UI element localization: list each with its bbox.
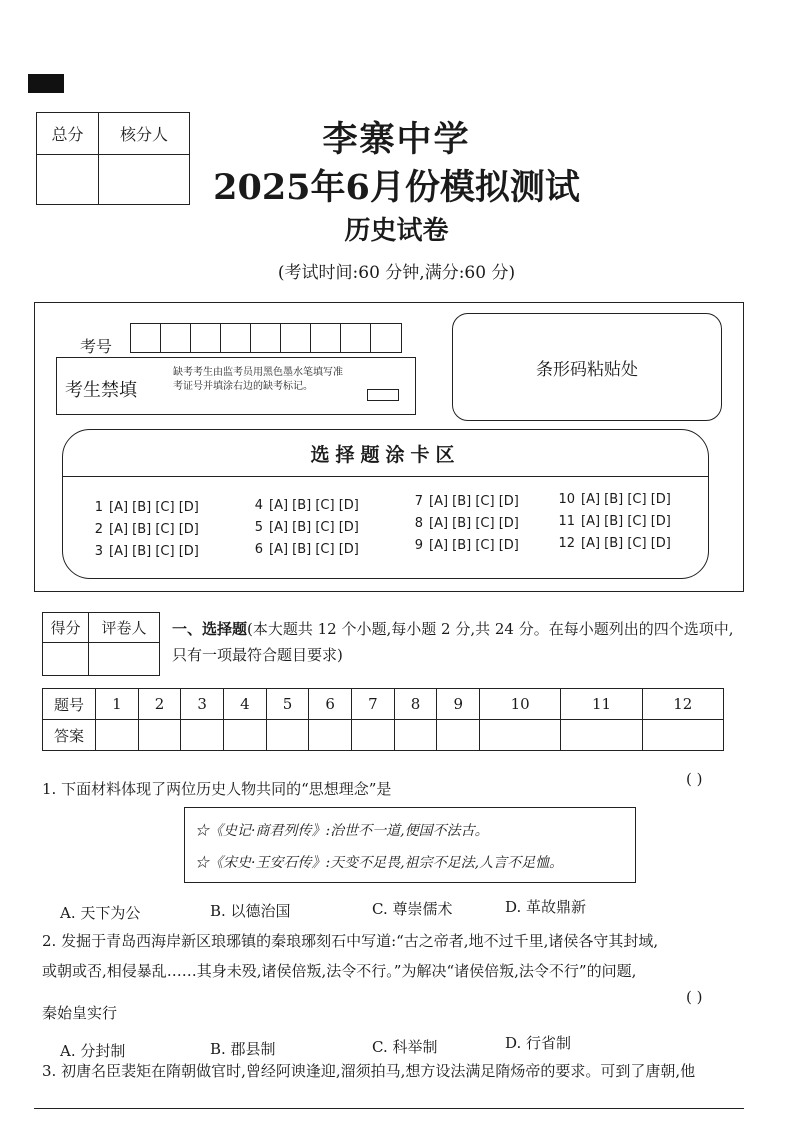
answer-cell[interactable] — [352, 720, 395, 751]
exam-number-label: 考号 — [80, 337, 113, 356]
answer-cell[interactable] — [181, 720, 224, 751]
answer-cell[interactable] — [642, 720, 723, 751]
mc-item[interactable]: 5 [A] [B] [C] [D] — [254, 520, 359, 535]
question-number: 11 — [561, 689, 642, 720]
question-number: 10 — [480, 689, 561, 720]
exam-number-grid[interactable] — [130, 323, 402, 353]
black-tab-marker — [28, 74, 64, 93]
school-title: 李寨中学 — [322, 119, 471, 160]
exam-number-cell[interactable] — [191, 324, 221, 352]
exam-number-cell[interactable] — [281, 324, 311, 352]
total-score-label: 总分 — [37, 113, 99, 155]
mc-item[interactable]: 7 [A] [B] [C] [D] — [414, 494, 519, 509]
answer-cell[interactable] — [394, 720, 437, 751]
exam-number-cell[interactable] — [341, 324, 371, 352]
answer-cell[interactable] — [561, 720, 642, 751]
answer-cell[interactable] — [224, 720, 267, 751]
grader-box — [42, 612, 160, 676]
answer-label: 答案 — [43, 720, 96, 751]
q1-option-b[interactable]: B. 以德治国 — [210, 902, 291, 920]
exam-number-cell[interactable] — [221, 324, 251, 352]
mc-item[interactable]: 8 [A] [B] [C] [D] — [414, 516, 519, 531]
question-3-line-1: 3. 初唐名臣裴矩在隋朝做官时,曾经阿谀逢迎,溜须拍马,想方设法满足隋炀帝的要求。可到了唐朝,他 — [42, 1062, 696, 1080]
mc-divider — [63, 476, 708, 477]
page-bottom-border — [34, 1108, 744, 1109]
answer-cell[interactable] — [96, 720, 139, 751]
subject-title: 历史试卷 — [344, 216, 449, 246]
exam-number-cell[interactable] — [371, 324, 401, 352]
question-number: 7 — [352, 689, 395, 720]
question-2-line-1: 2. 发掘于青岛西海岸新区琅琊镇的秦琅琊刻石中写道:“古之帝者,地不过千里,诸侯各守其封域, — [42, 932, 659, 950]
question-number: 9 — [437, 689, 480, 720]
exam-number-cell[interactable] — [311, 324, 341, 352]
question-number: 6 — [309, 689, 352, 720]
section-title: 一、选择题 — [172, 620, 248, 638]
mc-item[interactable]: 12 [A] [B] [C] [D] — [558, 536, 671, 551]
q1-option-c[interactable]: C. 尊崇儒术 — [372, 900, 453, 918]
q1-option-d[interactable]: D. 革故鼎新 — [505, 898, 587, 916]
forbid-note: 缺考考生由监考员用黑色墨水笔填写准考证号并填涂右边的缺考标记。 — [173, 367, 343, 392]
question-number: 4 — [224, 689, 267, 720]
question-number: 2 — [138, 689, 181, 720]
mc-item[interactable]: 3 [A] [B] [C] [D] — [94, 544, 199, 559]
question-number: 8 — [394, 689, 437, 720]
answer-cell[interactable] — [138, 720, 181, 751]
examinee-forbidden-box — [56, 357, 416, 415]
exam-title: 2025年6月份模拟测试 — [213, 167, 580, 208]
mc-item[interactable]: 4 [A] [B] [C] [D] — [254, 498, 359, 513]
score-cell[interactable] — [43, 643, 89, 675]
exam-time-note: (考试时间:60 分钟,满分:60 分) — [277, 263, 516, 283]
quote-line-1: ☆《史记·商君列传》:治世不一道,便国不法古。 — [195, 823, 489, 839]
question-number: 1 — [96, 689, 139, 720]
mc-item[interactable]: 6 [A] [B] [C] [D] — [254, 542, 359, 557]
question-1-quote-box — [184, 807, 636, 883]
question-number: 3 — [181, 689, 224, 720]
quote-line-2: ☆《宋史·王安石传》:天变不足畏,祖宗不足法,人言不足恤。 — [195, 855, 564, 871]
mc-area-title: 选择题涂卡区 — [310, 444, 461, 466]
answer-cell[interactable] — [480, 720, 561, 751]
answer-cell[interactable] — [266, 720, 309, 751]
question-2-answer-paren[interactable]: ( ) — [686, 988, 703, 1006]
q1-option-a[interactable]: A. 天下为公 — [60, 904, 141, 922]
q2-option-a[interactable]: A. 分封制 — [60, 1042, 126, 1060]
score-label: 得分 — [43, 613, 89, 643]
mc-item[interactable]: 1 [A] [B] [C] [D] — [94, 500, 199, 515]
question-number-row — [43, 689, 724, 720]
answer-table — [42, 688, 724, 751]
mc-item[interactable]: 9 [A] [B] [C] [D] — [414, 538, 519, 553]
q2-option-d[interactable]: D. 行省制 — [505, 1034, 572, 1052]
question-number-label: 题号 — [43, 689, 96, 720]
exam-number-cell[interactable] — [131, 324, 161, 352]
question-number: 12 — [642, 689, 723, 720]
answer-cell[interactable] — [309, 720, 352, 751]
mc-item[interactable]: 11 [A] [B] [C] [D] — [558, 514, 671, 529]
section-heading — [172, 616, 747, 668]
forbid-label: 考生禁填 — [65, 380, 137, 401]
checker-label: 核分人 — [99, 113, 189, 155]
question-1-answer-paren[interactable]: ( ) — [686, 770, 703, 788]
grader-label: 评卷人 — [89, 613, 159, 643]
question-2-line-3: 秦始皇实行 — [42, 1004, 118, 1022]
question-2-line-2: 或朝或否,相侵暴乱……其身未殁,诸侯倍叛,法令不行。”为解决“诸侯倍叛,法令不行”的问题, — [42, 962, 637, 980]
q2-option-b[interactable]: B. 郡县制 — [210, 1040, 276, 1058]
question-number: 5 — [266, 689, 309, 720]
barcode-area: 条形码粘贴处 — [452, 313, 722, 421]
q2-option-c[interactable]: C. 科举制 — [372, 1038, 438, 1056]
mc-item[interactable]: 2 [A] [B] [C] [D] — [94, 522, 199, 537]
multiple-choice-area — [62, 429, 709, 579]
answer-cell[interactable] — [437, 720, 480, 751]
absent-mark-box[interactable] — [367, 389, 399, 401]
answer-row — [43, 720, 724, 751]
exam-number-cell[interactable] — [161, 324, 191, 352]
section-instruction: (本大题共 12 个小题,每小题 2 分,共 24 分。在每小题列出的四个选项中,只有一项最符合题目要求) — [172, 620, 734, 664]
exam-number-cell[interactable] — [251, 324, 281, 352]
question-1-stem: 1. 下面材料体现了两位历史人物共同的“思想理念”是 — [42, 780, 392, 798]
mc-item[interactable]: 10 [A] [B] [C] [D] — [558, 492, 671, 507]
